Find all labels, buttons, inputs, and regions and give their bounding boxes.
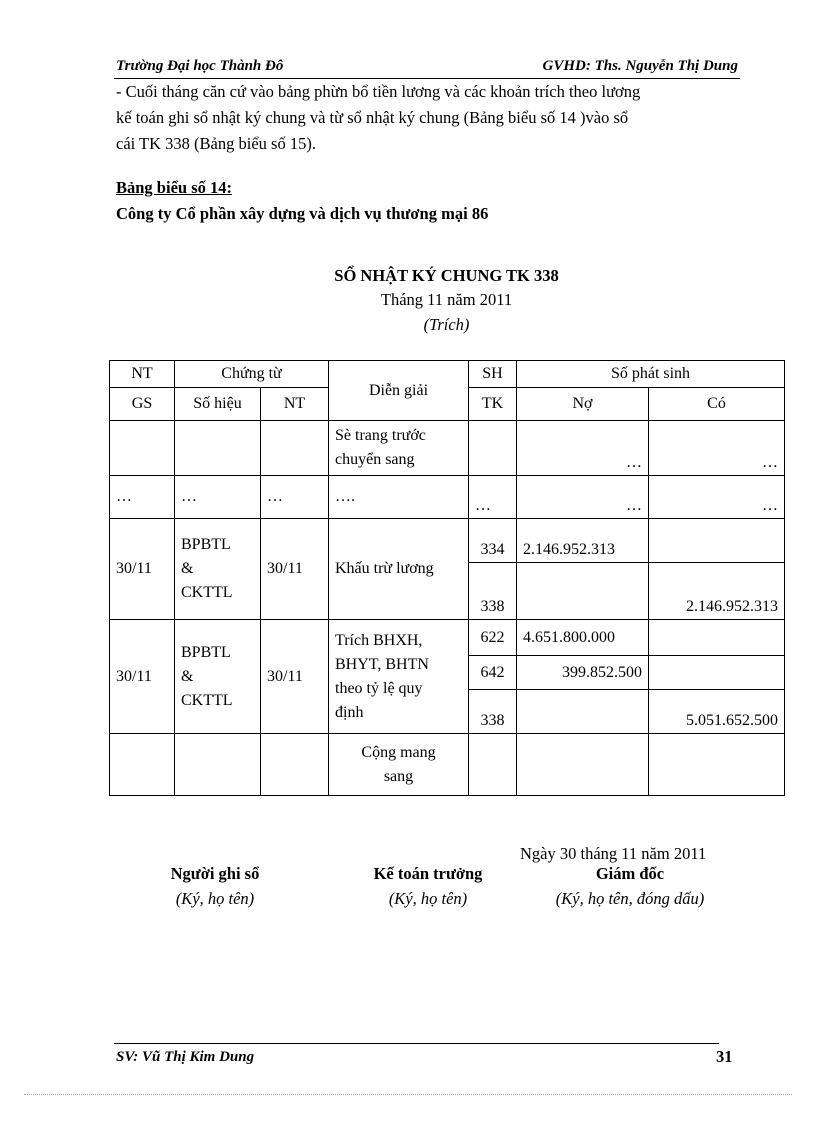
cell-empty bbox=[649, 519, 785, 563]
header-supervisor: GVHD: Ths. Nguyễn Thị Dung bbox=[542, 58, 738, 74]
cell-entry-1-acct-a: 334 bbox=[469, 519, 517, 563]
cell-ellipsis-date: … bbox=[110, 476, 175, 519]
cell-carry-in-debit: … bbox=[517, 421, 649, 476]
entry-2-desc-line-4: định bbox=[335, 703, 364, 721]
cell-entry-2-desc bbox=[329, 620, 469, 734]
signer-bookkeeper-note: (Ký, họ tên) bbox=[175, 889, 255, 908]
cell-ellipsis-voucher-no: … bbox=[175, 476, 261, 519]
cell-empty bbox=[110, 734, 175, 796]
cell-entry-2-date: 30/11 bbox=[110, 620, 175, 734]
col-header-voucher: Chứng từ bbox=[175, 361, 329, 388]
entry-2-voucher-line-3: CKTTL bbox=[181, 691, 233, 709]
entry-2-desc-line-1: Trích BHXH, bbox=[335, 631, 423, 649]
col-header-voucher-no: Số hiệu bbox=[175, 388, 261, 421]
cell-empty bbox=[261, 421, 329, 476]
cell-empty bbox=[649, 656, 785, 690]
signer-chief-accountant-note: (Ký, họ tên) bbox=[388, 889, 468, 908]
cell-carry-out-desc bbox=[329, 734, 469, 796]
page-number: 31 bbox=[716, 1047, 733, 1066]
cell-empty bbox=[649, 734, 785, 796]
cell-entry-2-acct-c: 338 bbox=[469, 690, 517, 734]
table-row-ellipsis bbox=[110, 476, 785, 519]
ledger-note: (Trích) bbox=[423, 315, 470, 334]
entry-2-desc-line-3: theo tỷ lệ quy bbox=[335, 679, 423, 697]
signer-director-note: (Ký, họ tên, đóng dấu) bbox=[555, 889, 705, 908]
entry-1-voucher-line-3: CKTTL bbox=[181, 584, 233, 601]
cell-entry-2-acct-b: 642 bbox=[469, 656, 517, 690]
table-row-carry-out bbox=[110, 734, 785, 796]
cell-entry-1-date: 30/11 bbox=[110, 519, 175, 620]
signature-date: Ngày 30 tháng 11 năm 2011 bbox=[520, 844, 707, 863]
carry-out-desc-line-2: sang bbox=[383, 767, 414, 785]
page-bottom-rule bbox=[24, 1094, 792, 1095]
cell-empty bbox=[649, 620, 785, 656]
header-school: Trường Đại học Thành Đô bbox=[116, 58, 284, 74]
col-header-gs: GS bbox=[110, 388, 175, 421]
cell-entry-1-voucher-no bbox=[175, 519, 261, 620]
cell-empty bbox=[175, 421, 261, 476]
col-header-debit: Nợ bbox=[517, 388, 649, 421]
cell-ellipsis-credit: … bbox=[649, 476, 785, 519]
table-row-carry-in bbox=[110, 421, 785, 476]
signer-director: Giám đốc bbox=[595, 864, 665, 883]
cell-carry-in-desc bbox=[329, 421, 469, 476]
cell-empty bbox=[517, 690, 649, 734]
col-header-sh: SH bbox=[469, 361, 517, 388]
cell-empty bbox=[175, 734, 261, 796]
entry-2-voucher-line-2: & bbox=[181, 667, 194, 685]
entry-1-voucher-line-1: BPBTL bbox=[181, 536, 231, 553]
cell-entry-1-acct-b: 338 bbox=[469, 563, 517, 620]
col-header-tk: TK bbox=[469, 388, 517, 421]
cell-entry-1-credit-b: 2.146.952.313 bbox=[649, 563, 785, 620]
footer-student: SV: Vũ Thị Kim Dung bbox=[116, 1049, 255, 1065]
cell-entry-1-desc: Khấu trừ lương bbox=[329, 519, 469, 620]
cell-entry-2-acct-a: 622 bbox=[469, 620, 517, 656]
cell-empty bbox=[261, 734, 329, 796]
table-row-entry-1a bbox=[110, 519, 785, 563]
cell-carry-in-credit: … bbox=[649, 421, 785, 476]
cell-ellipsis-debit: … bbox=[517, 476, 649, 519]
cell-entry-2-debit-b: 399.852.500 bbox=[517, 656, 649, 690]
intro-line-3: cái TK 338 (Bảng biểu số 15). bbox=[116, 134, 316, 153]
table-row-entry-2a bbox=[110, 620, 785, 656]
col-header-voucher-date: NT bbox=[261, 388, 329, 421]
cell-empty bbox=[469, 421, 517, 476]
cell-empty bbox=[110, 421, 175, 476]
signer-chief-accountant: Kế toán trưởng bbox=[373, 864, 483, 883]
intro-paragraph bbox=[116, 79, 746, 157]
cell-entry-1-debit-a: 2.146.952.313 bbox=[517, 519, 649, 563]
carry-in-desc-line-1: Sè trang trước bbox=[335, 427, 426, 444]
entry-1-voucher-line-2: & bbox=[181, 560, 194, 577]
cell-entry-2-voucher-date: 30/11 bbox=[261, 620, 329, 734]
cell-empty bbox=[517, 563, 649, 620]
cell-empty bbox=[469, 734, 517, 796]
signer-bookkeeper: Người ghi sổ bbox=[170, 864, 260, 883]
cell-entry-2-credit-c: 5.051.652.500 bbox=[649, 690, 785, 734]
cell-ellipsis-desc: …. bbox=[329, 476, 469, 519]
header-row-1 bbox=[110, 361, 785, 388]
cell-empty bbox=[517, 734, 649, 796]
cell-ellipsis-voucher-date: … bbox=[261, 476, 329, 519]
ledger-title: SỔ NHẬT KÝ CHUNG TK 338 bbox=[334, 266, 559, 285]
cell-entry-1-voucher-date: 30/11 bbox=[261, 519, 329, 620]
col-header-description: Diễn giải bbox=[329, 361, 469, 421]
ledger-period: Tháng 11 năm 2011 bbox=[380, 290, 513, 309]
company-name: Công ty Cổ phần xây dựng và dịch vụ thương mại 86 bbox=[116, 204, 489, 223]
exhibit-label: Bảng biểu số 14: bbox=[116, 178, 232, 197]
intro-line-1: - Cuối tháng căn cứ vào bảng phừn bổ tiền lương và các khoản trích theo lương bbox=[116, 82, 641, 101]
cell-entry-2-debit-a: 4.651.800.000 bbox=[517, 620, 649, 656]
entry-2-desc-line-2: BHYT, BHTN bbox=[335, 655, 429, 673]
cell-ellipsis-acct: … bbox=[469, 476, 517, 519]
cell-entry-2-voucher-no bbox=[175, 620, 261, 734]
intro-line-2: kế toán ghi sổ nhật ký chung và từ sổ nhật ký chung (Bảng biểu số 14 )vào sổ bbox=[116, 108, 629, 127]
entry-2-voucher-line-1: BPBTL bbox=[181, 643, 231, 661]
carry-in-desc-line-2: chuyển sang bbox=[335, 451, 415, 468]
col-header-amount: Số phát sinh bbox=[517, 361, 785, 388]
footer-divider bbox=[114, 1043, 719, 1044]
col-header-credit: Có bbox=[649, 388, 785, 421]
col-header-nt: NT bbox=[110, 361, 175, 388]
carry-out-desc-line-1: Cộng mang bbox=[361, 743, 436, 761]
journal-table bbox=[109, 360, 785, 796]
